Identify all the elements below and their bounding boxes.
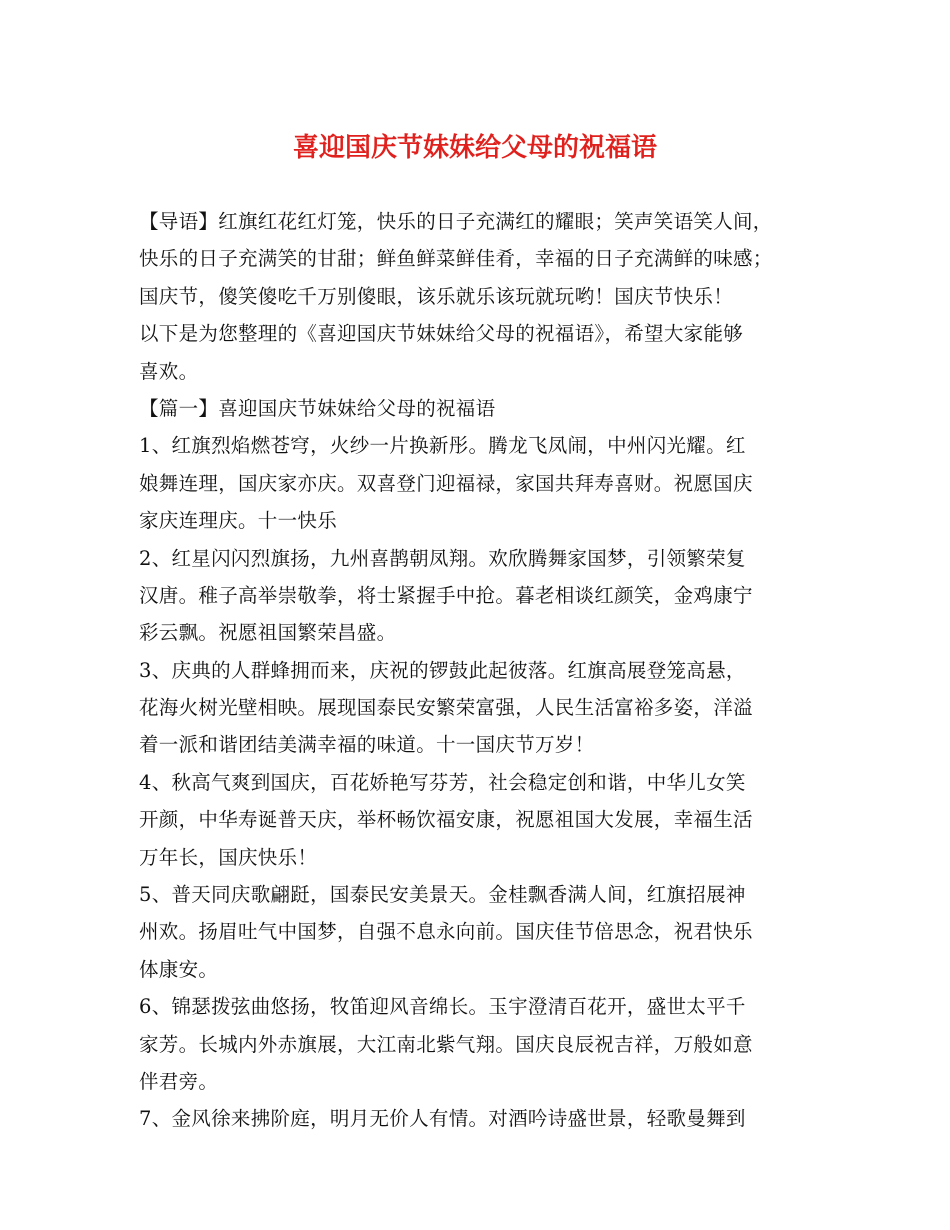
text-line: 彩云飘。祝愿祖国繁荣昌盛。 xyxy=(139,621,397,645)
text-line: 【导语】红旗红花红灯笼，快乐的日子充满红的耀眼；笑声笑语笑人间， xyxy=(139,210,773,233)
text-line: 着一派和谐团结美满幸福的味道。十一国庆节万岁！ xyxy=(139,733,595,757)
text-line: 快乐的日子充满笑的甘甜；鲜鱼鲜菜鲜佳肴，幸福的日子充满鲜的味感； xyxy=(139,247,773,271)
text-line: 喜欢。 xyxy=(139,359,199,383)
text-line: 州欢。扬眉吐气中国梦，自强不息永向前。国庆佳节倍思念，祝君快乐 xyxy=(139,920,753,944)
text-line: 娘舞连理，国庆家亦庆。双喜登门迎福禄，家国共拜寿喜财。祝愿国庆 xyxy=(139,471,753,495)
text-line: 伴君旁。 xyxy=(139,1069,219,1093)
text-line: 【篇一】喜迎国庆节妹妹给父母的祝福语 xyxy=(139,396,496,420)
text-line: 开颜，中华寿诞普天庆，举杯畅饮福安康，祝愿祖国大发展，幸福生活 xyxy=(139,808,753,832)
text-line: 3、庆典的人群蜂拥而来，庆祝的锣鼓此起彼落。红旗高展登笼高悬， xyxy=(139,658,746,682)
text-line: 以下是为您整理的《喜迎国庆节妹妹给父母的祝福语》，希望大家能够 xyxy=(139,322,744,346)
text-line: 体康安。 xyxy=(139,957,219,981)
text-line: 1、红旗烈焰燃苍穹，火纱一片换新彤。腾龙飞凤闹，中州闪光耀。红 xyxy=(139,434,746,458)
text-line: 6、锦瑟拨弦曲悠扬，牧笛迎风音绵长。玉宇澄清百花开，盛世太平千 xyxy=(139,995,746,1019)
text-line: 5、普天同庆歌翩跹，国泰民安美景天。金桂飘香满人间，红旗招展神 xyxy=(139,883,746,907)
text-line: 万年长，国庆快乐！ xyxy=(139,845,318,869)
text-line: 4、秋高气爽到国庆，百花娇艳写芬芳，社会稳定创和谐，中华儿女笑 xyxy=(139,770,746,794)
text-line: 2、红星闪闪烈旗扬，九州喜鹊朝凤翔。欢欣腾舞家国梦，引领繁荣复 xyxy=(139,546,746,570)
text-line: 花海火树光壁相映。展现国泰民安繁荣富强，人民生活富裕多姿，洋溢 xyxy=(139,696,753,720)
text-line: 国庆节，傻笑傻吃千万别傻眼，该乐就乐该玩就玩哟！国庆节快乐！ xyxy=(139,284,734,308)
text-line: 家庆连理庆。十一快乐 xyxy=(139,509,338,533)
text-line: 家芳。长城内外赤旗展，大江南北紫气翔。国庆良辰祝吉祥，万般如意 xyxy=(139,1032,753,1056)
text-line: 7、金风徐来拂阶庭，明月无价人有情。对酒吟诗盛世景，轻歌曼舞到 xyxy=(139,1107,746,1131)
text-line: 汉唐。稚子高举崇敬拳，将士紧握手中抢。暮老相谈红颜笑，金鸡康宁 xyxy=(139,583,753,607)
page-title: 喜迎国庆节妹妹给父母的祝福语 xyxy=(292,133,657,163)
document-body xyxy=(139,203,814,1138)
